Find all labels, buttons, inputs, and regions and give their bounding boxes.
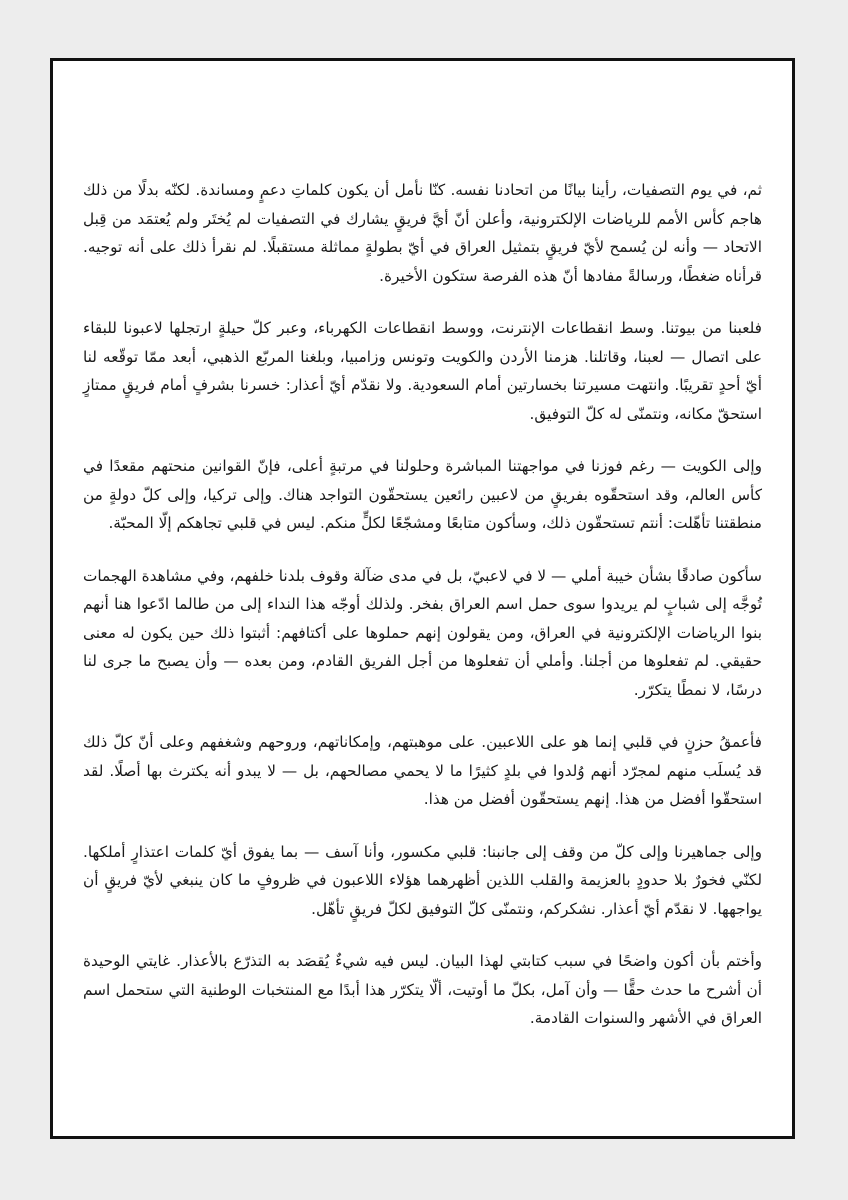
paragraph-disappointment: سأكون صادقًا بشأن خيبة أملي — لا في لاعبيّ، بل في مدى ضآلة وقوف بلدنا خلفهم، وفي مشاهدة الهجمات تُوجَّه إلى شبابٍ لم يريدوا سوى حمل اسم العراق بفخر. ولذلك أوجّه هذا النداء إلى من طالما ادّعوا هنا أنهم بنوا الرياضات الإلكترونية في العراق، ومن يقولون إنهم حملوها على أكتافهم: أثبتوا ذلك حين يكون له معنى حقيقي. لم تفعلوها من أجلنا. وأملي أن تفعلوها من أجل الفريق القادم، ومن بعده — وأن يصبح ما جرى لنا درسًا، لا نمطًا يتكرّر. (83, 566, 762, 699)
paragraph-fans: وإلى جماهيرنا وإلى كلّ من وقف إلى جانبنا: قلبي مكسور، وأنا آسف — بما يفوق أيّ كلمات اعتذارٍ أملكها. لكنّي فخورٌ بلا حدودٍ بالعزيمة والقلب اللذين أظهرهما هؤلاء اللاعبون في ظروفٍ ما كان ينبغي لأيّ فريقٍ أن يواجهها. لا نقدّم أيّ أعذار. نشكركم، ونتمنّى كلّ التوفيق لكلّ فريقٍ تأهّل. (83, 842, 762, 918)
paragraph-playing-from-home: فلعبنا من بيوتنا. وسط انقطاعات الإنترنت، ووسط انقطاعات الكهرباء، وعبر كلّ حيلةٍ ارتجلها لاعبونا للبقاء على اتصال — لعبنا، وقاتلنا. هزمنا الأردن والكويت وتونس وزامبيا، وبلغنا المربّع الذهبي، أبعد ممّا توقّعه لنا أيّ أحدٍ تقريبًا. وانتهت مسيرتنا بخسارتين أمام السعودية. ولا نقدّم أيّ أعذار: خسرنا بشرفٍ أمام فريقٍ ممتازٍ استحقّ مكانه، ونتمنّى له كلّ التوفيق. (83, 319, 762, 423)
paragraph-players-sadness: فأعمقُ حزنٍ في قلبي إنما هو على اللاعبين. على موهبتهم، وإمكاناتهم، وروحهم وشغفهم وعلى أنّ كلّ ذلك قد يُسلَب منهم لمجرّد أنهم وُلدوا في بلدٍ كثيرًا ما لا يحمي مصالحهم، بل — لا يبدو أنه يكترث بها أصلًا. لقد استحقّوا أفضل من هذا. إنهم يستحقّون أفضل من هذا. (83, 733, 762, 808)
paragraph-closing: وأختم بأن أكون واضحًا في سبب كتابتي لهذا البيان. ليس فيه شيءٌ يُقصَد به التذرّع بالأعذار. غايتي الوحيدة أن أشرح ما حدث حقًّا — وأن آمل، بكلّ ما أوتيت، ألّا يتكرّر هذا أبدًا مع المنتخبات الوطنية التي ستحمل اسم العراق في الأشهر والسنوات القادمة. (83, 952, 762, 1027)
paragraph-qualifiers-statement: ثم، في يوم التصفيات، رأينا بيانًا من اتحادنا نفسه. كنّا نأمل أن يكون كلماتِ دعمٍ ومساندة. لكنّه بدلًا من ذلك هاجم كأس الأمم للرياضات الإلكترونية، وأعلن أنّ أيَّ فريقٍ يشارك في التصفيات لم يُختَر ولم يُعتمَد من قِبل الاتحاد — وأنه لن يُسمح لأيّ فريقٍ بتمثيل العراق في أيّ بطولةٍ مماثلة مستقبلًا. لم نقرأ ذلك على أنه توجيه. قرأناه ضغطًا، ورسالةً مفادها أنّ هذه الفرصة ستكون الأخيرة. (83, 181, 762, 285)
paragraph-kuwait-turkey: وإلى الكويت — رغم فوزنا في مواجهتنا المباشرة وحلولنا في مرتبةٍ أعلى، فإنّ القوانين منحتهم مقعدًا في كأس العالم، وقد استحقّوه بفريقٍ من لاعبين رائعين يستحقّون التواجد هناك. وإلى تركيا، وإلى كلّ دولةٍ من منطقتنا تأهّلت: أنتم تستحقّون ذلك، وسأكون متابعًا ومشجّعًا لكلٍّ منكم. ليس في قلبي تجاهكم إلّا المحبّة. (83, 457, 762, 532)
statement-page (50, 58, 795, 1139)
statement-body (83, 176, 762, 1057)
